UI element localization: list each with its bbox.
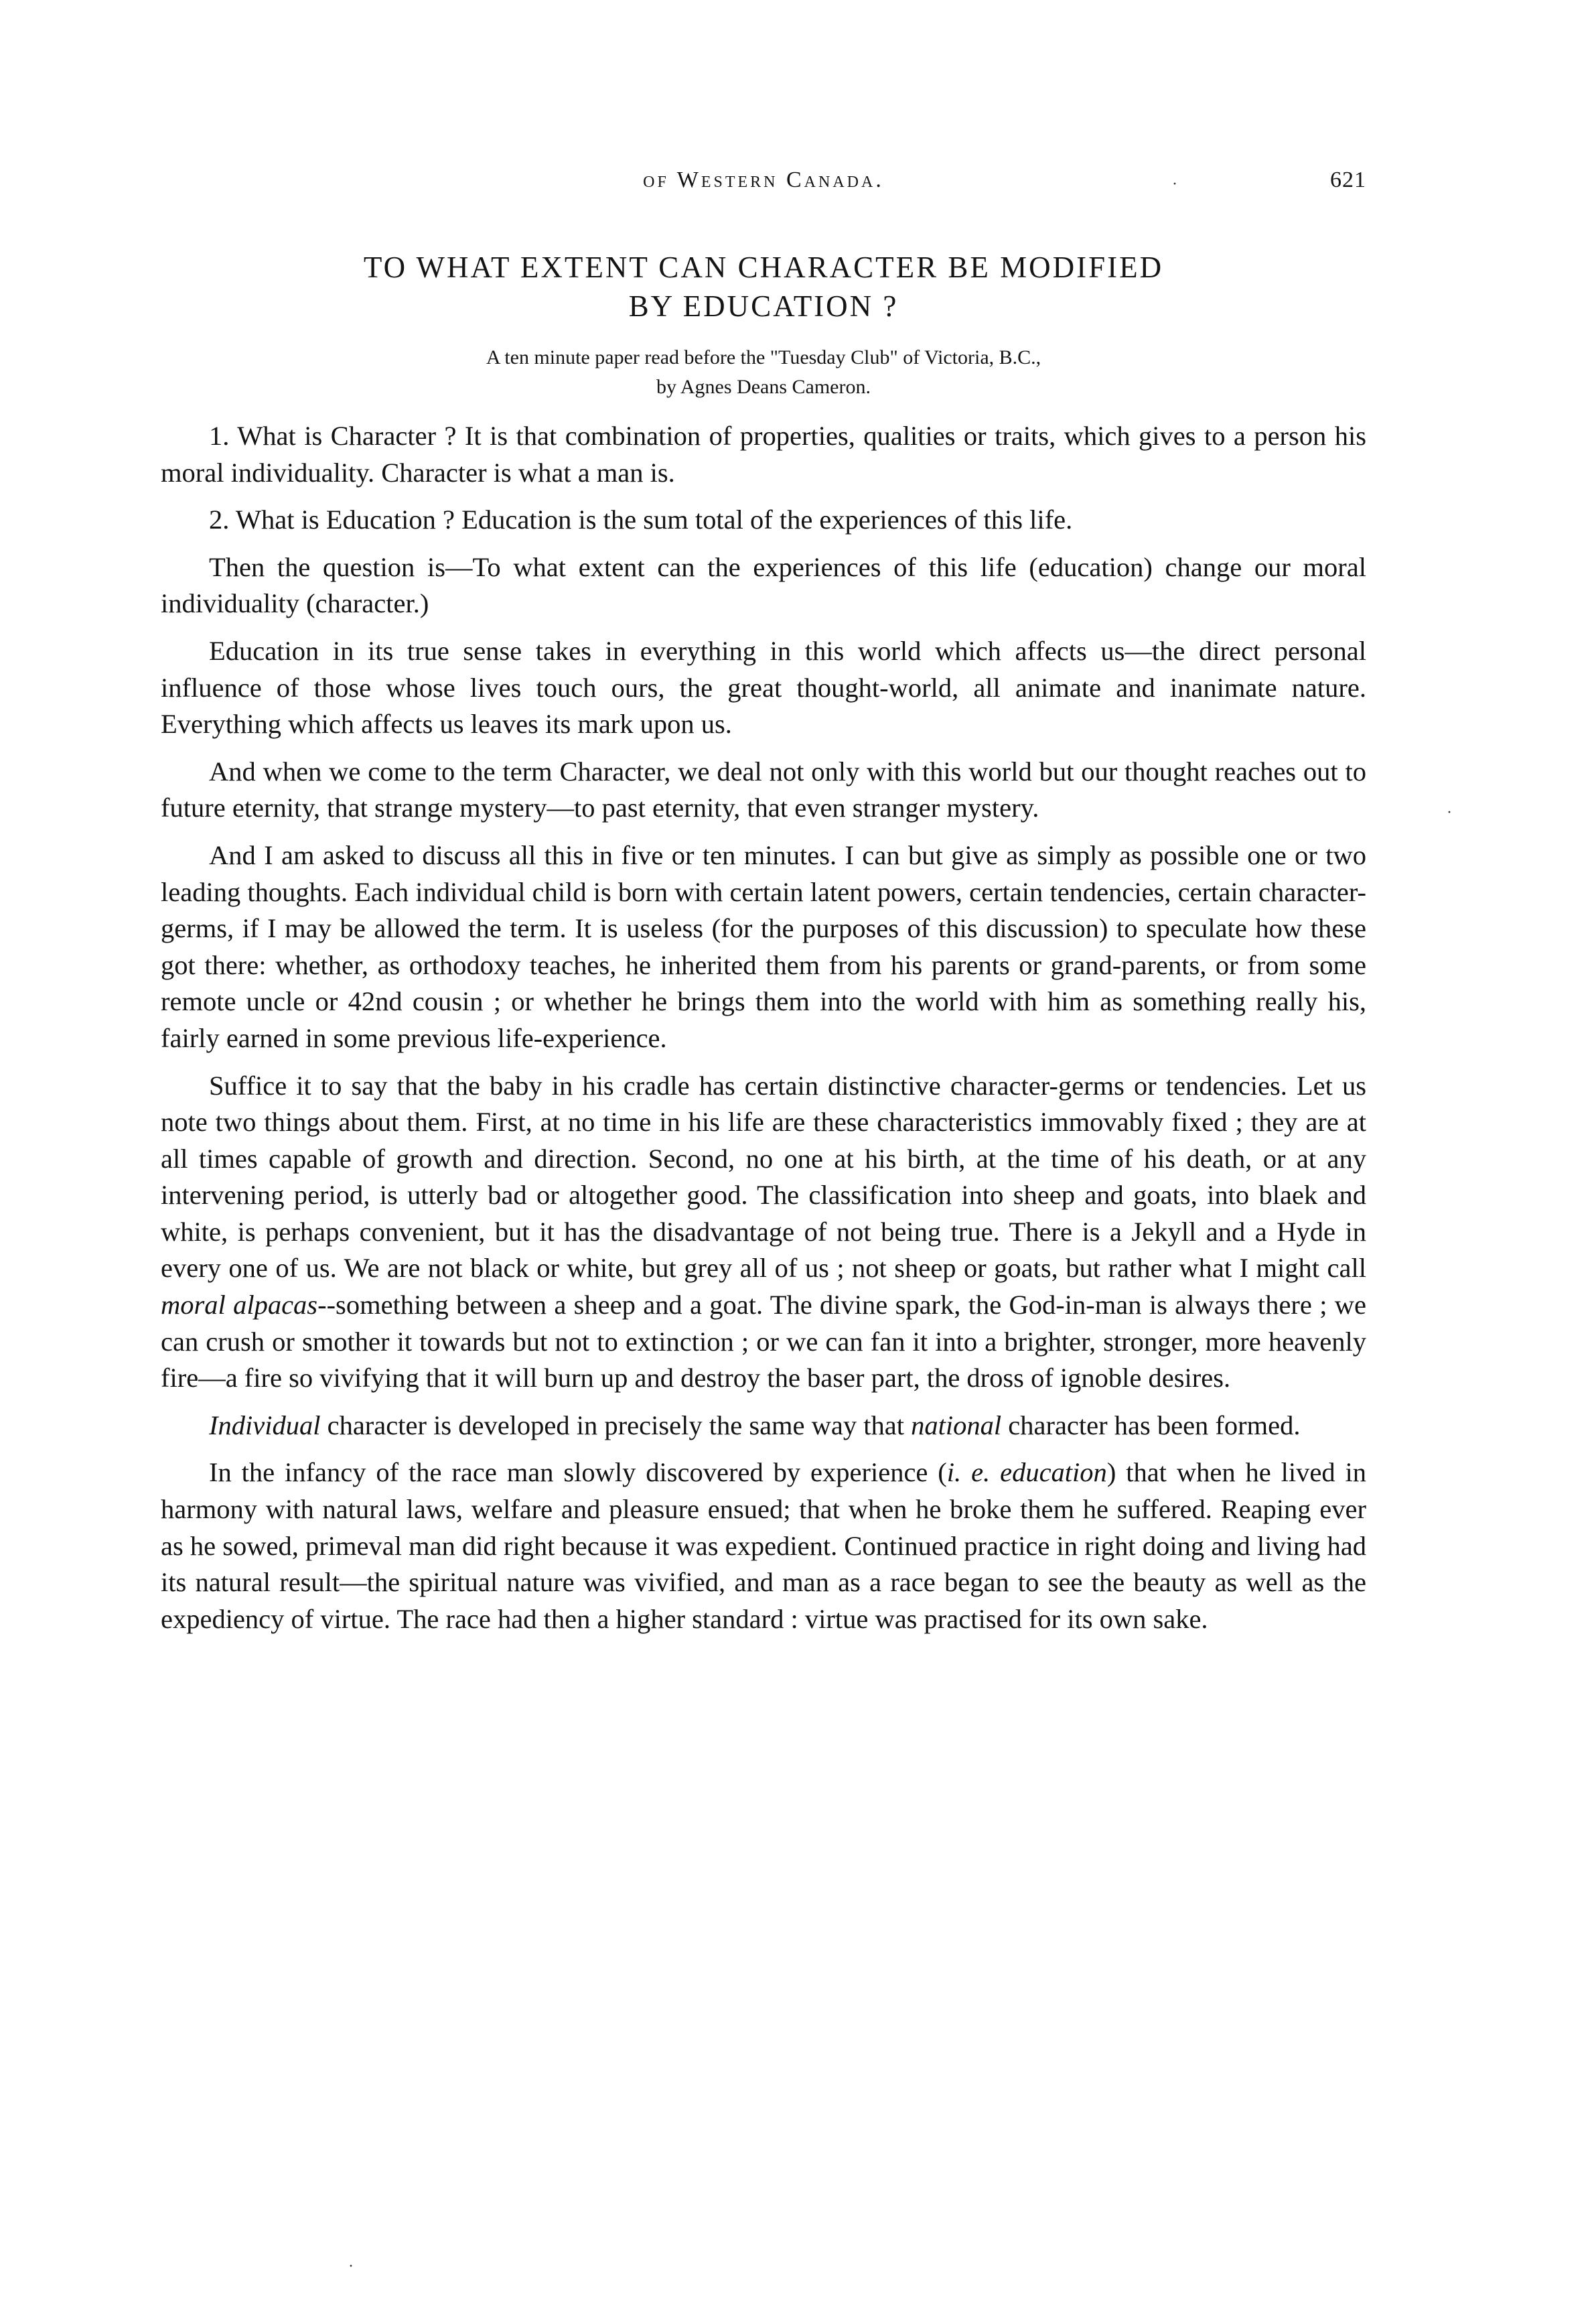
paragraph-education-sense: Education in its true sense takes in everything in this world which affects us—the direct personal influence of those whose lives touch ours, the great thought-world, all animate and inanimate nature. Everything which affects us leaves its mark upon us.	[161, 635, 1366, 740]
paragraph-7-text-a: Suffice it to say that the baby in his cradle has certain distinctive character-germs or tendencies. Let us note two things about them. First, at no time in his life are these characteristics immovably fixed ; they are at all times capable of growth and direction. Second, no one at his birth, at the time of his death, or at any intervening period, is utterly bad or altogether good. The classification into sheep and goats, into blaek and white, is perhaps convenient, but it has the disadvantage of not being true. There is a Jekyll and a Hyde in every one of us. We are not black or white, but grey all of us ; not sheep or goats, but rather what I might call	[161, 1070, 1366, 1284]
running-head	[161, 167, 1366, 208]
paragraph-8-text-b: character has been formed.	[1001, 1410, 1301, 1440]
stray-mark-top: ·	[1172, 176, 1177, 193]
article-title-line-1: TO WHAT EXTENT CAN CHARACTER BE MODIFIED	[363, 251, 1164, 284]
paragraph-8-text-a: character is developed in precisely the same way that	[320, 1410, 912, 1440]
paragraph-term-character: And when we come to the term Character, we deal not only with this world but our thought reaches out to future eternity, that strange mystery—to past eternity, that even stranger mystery.	[161, 756, 1366, 823]
page-number: 621	[1330, 167, 1366, 192]
paragraph-character-germs	[161, 1068, 1366, 1397]
paragraph-7-text-b: --something between a sheep and a goat. The divine spark, the God-in-man is always there ; we can crush or smother it towards but not to extinction ; or we can fan it into a brighter, stronger, more heavenly fire—a fire so vivifying that it will burn up and destroy the baser part, the dross of ignoble desires.	[161, 1290, 1366, 1393]
paragraph-9-italic: i. e. education	[946, 1457, 1107, 1488]
article-title-line-2: BY EDUCATION ?	[628, 289, 899, 323]
paragraph-leading-thoughts: And I am asked to discuss all this in five or ten minutes. I can but give as simply as possible one or two leading thoughts. Each individual child is born with certain latent powers, certain tendencies, certain character-germs, if I may be allowed the term. It is useless (for the purposes of this discussion) to speculate how these got there: whether, as orthodoxy teaches, he inherited them from his parents or grand-parents, or from some remote uncle or 42nd cousin ; or whether he brings them into the world with him as something really his, fairly earned in some previous life-experience.	[161, 839, 1366, 1053]
stray-mark-middle: ·	[1447, 804, 1452, 821]
paragraph-national-character	[161, 1408, 1366, 1444]
paragraph-education-definition: 2. What is Education ? Education is the sum total of the experiences of this life.	[209, 504, 1073, 535]
paragraph-character-definition: 1. What is Character ? It is that combination of properties, qualities or traits, which gives to a person his moral individuality. Character is what a man is.	[161, 421, 1366, 488]
paragraph-8-italic-2: national	[911, 1410, 1002, 1440]
document-page	[161, 167, 1366, 1648]
paragraph-9-text-b: ) that when he lived in harmony with natural laws, welfare and pleasure ensued; that when he broke them he suffered. Reaping ever as he sowed, primeval man did right because it was expedient. Continued practice in right doing and living had its natural result—the spiritual nature was vivified, and man as a race began to see the beauty as well as the expediency of virtue. The race had then a higher standard : virtue was practised for its own sake.	[161, 1457, 1367, 1634]
byline-line-1: A ten minute paper read before the "Tuesday Club" of Victoria, B.C.,	[486, 346, 1041, 368]
paragraph-question: Then the question is—To what extent can the experiences of this life (education) change our moral individuality (character.)	[161, 551, 1366, 619]
paragraph-7-italic: moral alpacas	[161, 1290, 318, 1320]
stray-mark-bottom: ·	[348, 2258, 354, 2275]
byline-line-2: by Agnes Deans Cameron.	[656, 376, 871, 398]
article-body	[161, 418, 1366, 1637]
article-title	[161, 248, 1366, 326]
paragraph-infancy-of-race	[161, 1454, 1366, 1637]
running-head-title: of Western Canada.	[643, 167, 884, 192]
paragraph-8-italic-1: Individual	[209, 1410, 321, 1440]
paragraph-9-text-a: In the infancy of the race man slowly discovered by experience (	[209, 1457, 947, 1488]
byline	[161, 343, 1366, 402]
